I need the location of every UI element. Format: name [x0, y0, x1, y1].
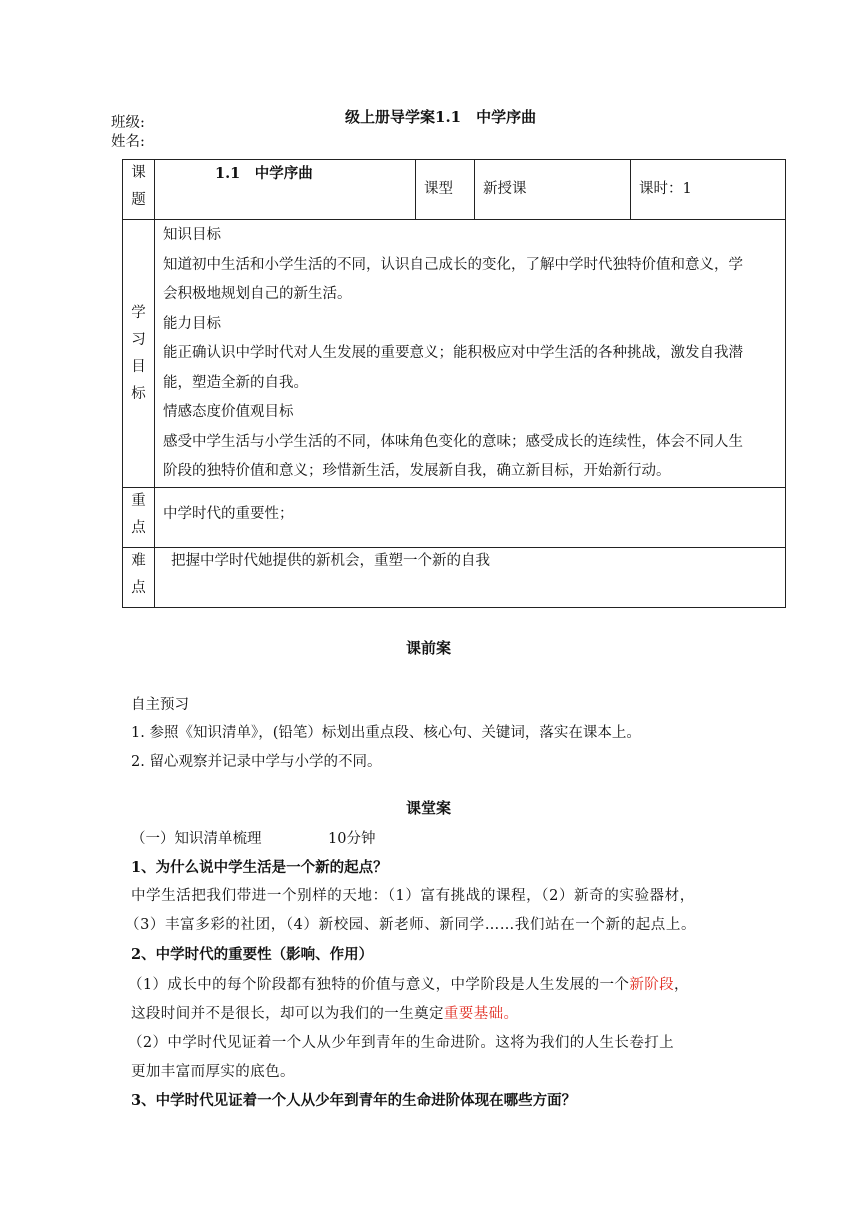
answer-2-para-1-cont: [131, 1002, 518, 1023]
answer-2-para-1: [128, 973, 689, 994]
difficulty-label: [123, 548, 155, 608]
lesson-info-table: [122, 159, 786, 608]
label-char: 目: [131, 358, 146, 375]
name-label: 姓名:: [111, 134, 145, 150]
difficulty-content: [155, 548, 786, 608]
objective-line: 能，塑造全新的自我。: [163, 374, 308, 391]
class-label: 班级:: [111, 115, 145, 131]
label-char: 点: [131, 580, 146, 596]
question-1: 1、为什么说中学生活是一个新的起点？: [131, 859, 388, 876]
knowledge-list-time: 10分钟: [328, 831, 376, 847]
key-point-label: [123, 488, 155, 548]
topic-label: [123, 160, 155, 220]
question-2: 2、中学时代的重要性（影响、作用）: [131, 946, 374, 963]
highlight-new-stage: 新阶段: [629, 977, 675, 993]
objective-line: 阶段的独特价值和意义；珍惜新生活，发展新自我，确立新目标，开始新行动。: [163, 463, 671, 479]
answer-1-line: （3）丰富多彩的社团，（4）新校园、新老师、新同学……我们站在一个新的起点上。: [125, 917, 697, 933]
topic-value: 1.1 中学序曲: [215, 165, 313, 182]
objective-heading-attitude: 情感态度价值观目标: [163, 404, 294, 420]
objective-line: 感受中学生活与小学生活的不同，体味角色变化的意味；感受成长的连续性，体会不同人生: [163, 433, 743, 450]
hours-value: 课时：1: [639, 181, 692, 197]
label-char: 题: [131, 192, 146, 208]
difficulty-row: [123, 548, 786, 608]
objective-line: 会积极地规划自己的新生活。: [163, 286, 352, 302]
key-point-text: 中学时代的重要性；: [163, 506, 294, 522]
objectives-row: [123, 220, 786, 488]
document-title: 级上册导学案1.1 中学序曲: [345, 108, 537, 126]
type-value: 新授课: [483, 181, 527, 197]
objective-line: 能正确认识中学时代对人生发展的重要意义；能积极应对中学生活的各种挑战，激发自我潜: [163, 345, 743, 361]
label-char: 难: [131, 553, 146, 569]
label-char: 重: [131, 493, 146, 509]
hours-cell: [631, 160, 786, 220]
objectives-content: [155, 220, 786, 488]
highlight-important-foundation: 重要基础。: [443, 1006, 519, 1022]
type-label: 课型: [424, 181, 453, 197]
answer-2-text: （1）成长中的每个阶段都有独特的价值与意义，中学阶段是人生发展的一个: [128, 977, 630, 993]
objective-heading-knowledge: 知识目标: [163, 227, 221, 243]
key-point-row: [123, 488, 786, 548]
answer-2-text: ，: [674, 977, 689, 993]
label-char: 习: [131, 331, 146, 348]
topic-row: [123, 160, 786, 220]
label-char: 学: [131, 304, 146, 321]
question-3: 3、中学时代见证着一个人从少年到青年的生命进阶体现在哪些方面？: [131, 1092, 577, 1109]
pre-class-item: 2. 留心观察并记录中学与小学的不同。: [131, 754, 382, 770]
answer-2-para-2: （2）中学时代见证着一个人从少年到青年的生命进阶。这将为我们的人生长卷打上: [128, 1035, 675, 1051]
knowledge-list-label: （一）知识清单梳理: [131, 831, 262, 847]
label-char: 标: [131, 385, 146, 402]
answer-1-line: 中学生活把我们带进一个别样的天地：（1）富有挑战的课程，（2）新奇的实验器材，: [131, 888, 695, 904]
in-class-heading: 课堂案: [406, 799, 452, 817]
pre-class-item: 1. 参照《知识清单》，(铅笔）标划出重点段、核心句、关键词，落实在课本上。: [131, 725, 641, 741]
topic-cell: [155, 160, 416, 220]
objective-heading-ability: 能力目标: [163, 315, 221, 332]
objective-line: 知道初中生活和小学生活的不同，认识自己成长的变化，了解中学时代独特价值和意义，学: [163, 256, 743, 273]
answer-2-text: 这段时间并不是很长，却可以为我们的一生奠定: [131, 1006, 444, 1022]
self-study-heading: 自主预习: [131, 697, 189, 713]
answer-2-para-2-cont: 更加丰富而厚实的底色。: [131, 1064, 295, 1080]
key-point-content: [155, 488, 786, 548]
label-char: 点: [131, 520, 146, 536]
type-value-cell: [475, 160, 631, 220]
type-label-cell: [416, 160, 475, 220]
difficulty-text: 把握中学时代她提供的新机会，重塑一个新的自我: [171, 553, 490, 569]
pre-class-heading: 课前案: [406, 639, 452, 657]
objectives-label: [123, 220, 155, 488]
label-char: 课: [131, 165, 146, 181]
